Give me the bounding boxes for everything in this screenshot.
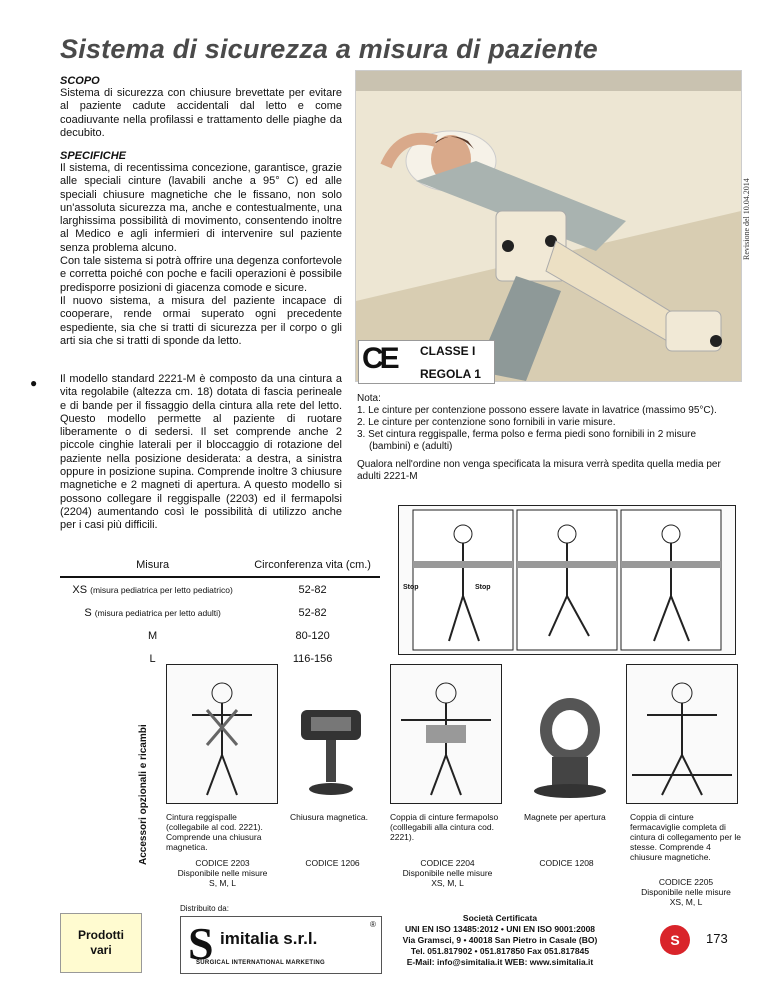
accessory-code: CODICE 2205 [658,877,714,887]
accessory-code: CODICE 2203 [195,858,250,868]
distributed-by-label: Distribuito da: [180,904,229,913]
size-cell: L [149,652,156,665]
accessory-sizes: XS, M, L [669,897,703,907]
page-title: Sistema di sicurezza a misura di paziente [60,34,598,64]
accessory-caption: Coppia di cinture fermacaviglie completa di cintura di collegamento per le stesse. Comprende 4 chiusure magnetiche. [630,812,742,862]
column-header: Misura [136,558,170,571]
accessory-caption: Magnete per apertura [524,812,606,822]
specifiche-paragraph: Il sistema, di recentissima concezione, garantisce, grazie alle speciali cinture (lavabili anche a 95° C) ed alle speciali chiusure magnetiche che le fissano, non solo un'assoluta sicurezza ma, anche e contestualmente, una larghissima possibilità di movimento, consentendo inoltre al Medico e agli infermieri di intervenire sul paziente senza problema alcuno. [60,162,342,254]
prodotti-vari-box [60,913,142,973]
bullet-text: Il modello standard 2221-M è composto da una cintura a vita regolabile (altezza cm. 18) dotata di fascia perineale e di bande per il fissaggio della cintura alla rete del letto. Questo modello permette al paziente di ruotare liberamente o di sedersi. Il set comprende anche 2 piccole cinghie laterali per il bloccaggio di rotazione del paziente nella posizione desiderata: a destra, a sinistra oppure in posizione supina. Comprende inoltre 3 chiusure magnetiche e 2 magneti di apertura. A questo modello si possono collegare il reggispalle (2203) ed il fermapolsi (2204) aumentando così le possibilità di utilizzo anche per i casi più difficili. [60,373,342,532]
nota-section [357,393,735,453]
specifiche-heading: SPECIFICHE [60,150,127,162]
accessory-image-2205 [626,664,738,804]
logo-name: imitalia s.r.l. [220,929,318,948]
company-contact: E-Mail: info@simitalia.it WEB: www.simitalia.it [406,957,594,967]
accessory-code-block [524,858,609,868]
company-phone: Tel. 051.817902 • 051.817850 Fax 051.817845 [410,946,590,956]
size-cell: S (misura pediatrica per letto adulti) [84,606,221,619]
qualora-note: Qualora nell'ordine non venga specificata la misura verrà spedita quella media per adulti 2221-M [357,459,721,482]
accessory-sizes: XS, M, L [431,878,464,888]
column-header: Circonferenza vita (cm.) [254,558,371,571]
accessory-code-block [290,858,375,868]
accessory-availability: Disponibile nelle misure [402,868,493,878]
accessories-label: Accessori opzionali e ricambi [138,724,149,865]
accessory-code-block [385,858,510,888]
company-info [386,913,614,968]
table-header-row [60,553,380,577]
accessory-code-block [630,877,742,907]
accessory-image-2204 [390,664,502,804]
size-cell: M [148,629,158,642]
value-cell: 52-82 [298,606,327,619]
accessory-caption: Chiusura magnetica. [290,812,368,822]
value-cell: 80-120 [295,629,330,642]
nota-item: 3. Set cintura reggispalle, ferma polso e ferma piedi sono fornibili in 2 misure [357,429,697,440]
prodotti-label: Prodotti [78,928,124,942]
accessory-caption: Cintura reggispalle (collegabile al cod. 2221). Comprende una chiusura magnetica. [166,812,263,852]
classe-label: CLASSE I [420,344,476,358]
scopo-section [60,75,342,140]
accessory-availability: Disponibile nelle misure [641,887,731,897]
accessory-code: CODICE 1208 [539,858,594,868]
company-iso: UNI EN ISO 13485:2012 • UNI EN ISO 9001:2008 [404,924,596,934]
specifiche-paragraph: Con tale sistema si potrà offrire una degenza confortevole e corretta poiché con poche e facili operazioni è possibile predisporre posizioni di giacenza comode e sicure. [60,255,342,294]
accessory-code-block [160,858,285,888]
accessory-sizes: S, M, L [209,878,236,888]
specifiche-paragraph: Il nuovo sistema, a misura del paziente incapace di cooperare, rende ormai superato ogni precedente espediente, sia che si tratti di sicurezza per il corpo o gli arti sia che si tratti di sponde da letto. [60,294,342,347]
accessory-image-1208 [530,695,610,800]
size-table [60,553,380,670]
accessory-image-2203 [166,664,278,804]
nota-item: 2. Le cinture per contenzione sono fornibili in varie misure. [357,417,616,428]
revision-date: Revisione del 10.04.2014 [742,178,751,260]
company-address: Via Gramsci, 9 • 40018 San Pietro in Casale (BO) [402,935,598,945]
value-cell: 116-156 [292,652,333,665]
page-number: 173 [706,931,728,946]
registered-mark: ® [370,920,376,929]
section-badge: S [660,925,690,955]
accessory-image-1206 [296,705,366,800]
regola-label: REGOLA 1 [420,367,481,381]
logo-subtitle: SURGICAL INTERNATIONAL MARKETING [196,960,325,966]
accessory-caption: Coppia di cinture fermapolso (colllegabili alla cintura cod. 2221). [390,812,499,842]
table-row [60,577,380,601]
nota-item: 1. Le cinture per contenzione possono essere lavate in lavatrice (massimo 95°C). [357,405,717,416]
logo-letter: S [188,918,214,969]
value-cell: 52-82 [298,583,327,596]
accessory-code: CODICE 2204 [420,858,475,868]
table-row [60,624,380,647]
usage-illustration [398,505,736,655]
stop-label: Stop [475,584,491,591]
size-cell: XS (misura pediatrica per letto pediatrico) [72,583,233,596]
patient-photo [355,70,742,382]
specifiche-section [60,150,342,348]
accessory-availability: Disponibile nelle misure [177,868,268,878]
nota-item: (bambini) e (adulti) [369,441,453,452]
accessory-code: CODICE 1206 [305,858,360,868]
stop-label: Stop [403,584,419,591]
company-cert: Società Certificata [462,913,538,923]
bullet-icon: ● [30,376,38,390]
scopo-heading: SCOPO [60,75,100,87]
scopo-text: Sistema di sicurezza con chiusure brevettate per evitare al paziente cadute accidentali dal letto e come coadiuvante nella profilassi e trattamento delle piaghe da decubito. [60,87,342,139]
table-row [60,601,380,624]
ce-mark-icon: CE [362,342,396,375]
vari-label: vari [90,943,112,957]
nota-heading: Nota: [357,393,381,404]
